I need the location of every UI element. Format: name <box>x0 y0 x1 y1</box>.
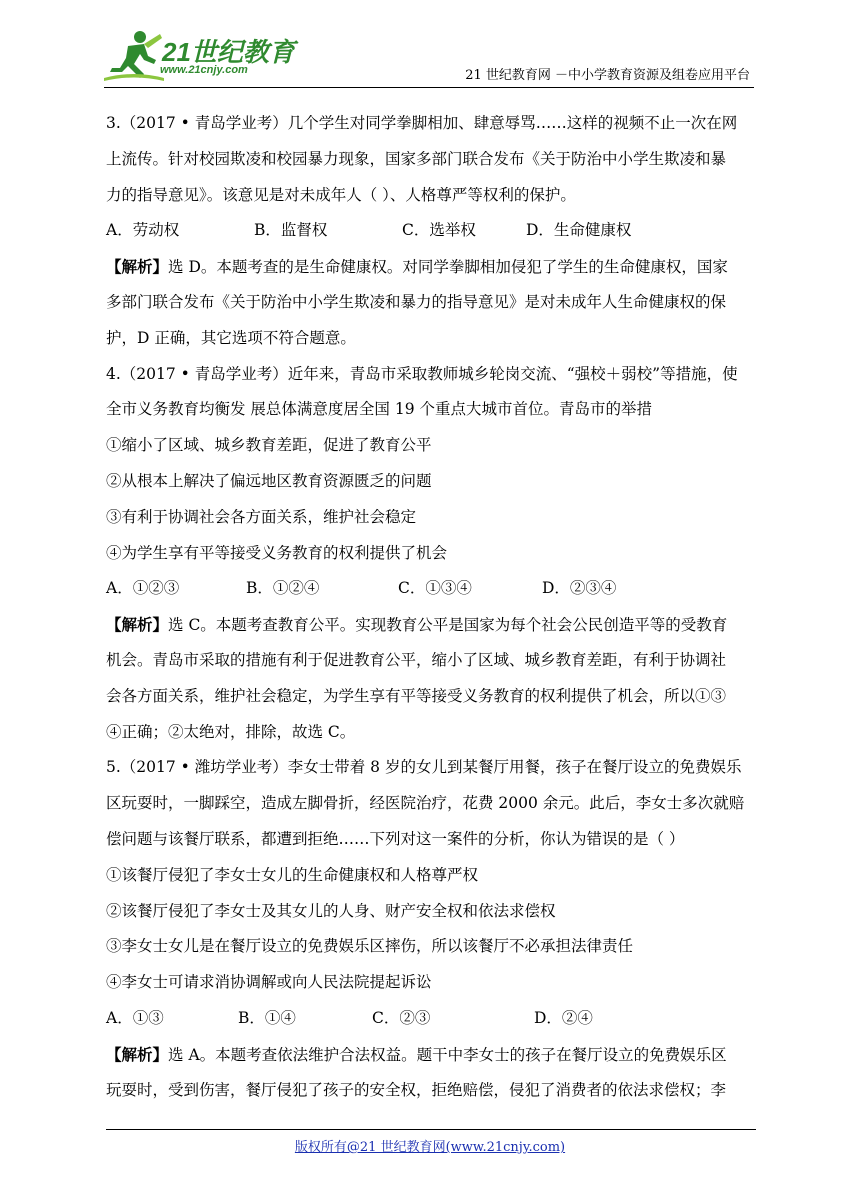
option-a: A．①③ <box>106 1008 164 1027</box>
header-divider <box>104 87 754 88</box>
question-line: 3.（2017 • 青岛学业考）几个学生对同学拳脚相加、肆意辱骂……这样的视频不止一次在网 <box>106 114 738 132</box>
site-logo <box>104 28 294 82</box>
page-header <box>104 28 756 86</box>
option-b: B．①④ <box>238 1008 296 1027</box>
site-title: 21 世纪教育网 －中小学教育资源及组卷应用平台 <box>465 68 750 83</box>
statement-4: ④李女士可请求消协调解或向人民法院提起诉讼 <box>106 973 432 992</box>
answer-options <box>106 1001 756 1037</box>
question-5 <box>106 750 756 1108</box>
analysis-text: 选 D。本题考查的是生命健康权。对同学拳脚相加侵犯了学生的生命健康权，国家 <box>168 258 728 277</box>
analysis-line: 机会。青岛市采取的措施有利于促进教育公平，缩小了区域、城乡教育差距，有利于协调社 <box>106 650 727 669</box>
question-line: 4.（2017 • 青岛学业考）近年来，青岛市采取教师城乡轮岗交流、“强校＋弱校”等措施，使 <box>106 364 738 383</box>
logo-url: www.21cnjy.com <box>160 64 248 76</box>
statement-1: ①缩小了区域、城乡教育差距，促进了教育公平 <box>106 436 432 455</box>
option-a: A．①②③ <box>106 579 180 598</box>
question-line: 上流传。针对校园欺凌和校园暴力现象，国家多部门联合发布《关于防治中小学生欺凌和暴 <box>106 149 727 168</box>
option-b: B．①②④ <box>246 579 320 598</box>
document-body <box>106 106 756 1108</box>
statement-3: ③李女士女儿是在餐厅设立的免费娱乐区摔伤，所以该餐厅不必承担法律责任 <box>106 937 634 956</box>
statement-2: ②该餐厅侵犯了李女士及其女儿的人身、财产安全权和依法求偿权 <box>106 901 556 920</box>
answer-options <box>106 213 756 249</box>
question-line: 力的指导意见》。该意见是对未成年人（ ）、人格尊严等权利的保护。 <box>106 185 576 204</box>
option-c: C．②③ <box>372 1008 431 1027</box>
option-d: D．②④ <box>534 1008 593 1027</box>
statement-1: ①该餐厅侵犯了李女士女儿的生命健康权和人格尊严权 <box>106 865 479 884</box>
question-4 <box>106 357 756 751</box>
analysis-line: 会各方面关系，维护社会稳定，为学生享有平等接受义务教育的权利提供了机会，所以①③ <box>106 686 727 705</box>
question-line: 区玩耍时，一脚踩空，造成左脚骨折，经医院治疗，花费 2000 余元。此后，李女士多次就赔 <box>106 794 745 813</box>
statement-2: ②从根本上解决了偏远地区教育资源匮乏的问题 <box>106 471 432 490</box>
statement-4: ④为学生享有平等接受义务教育的权利提供了机会 <box>106 543 448 562</box>
option-c: C．①③④ <box>398 579 472 598</box>
analysis-line <box>106 1037 756 1073</box>
question-line: 5.（2017 • 潍坊学业考）李女士带着 8 岁的女儿到某餐厅用餐，孩子在餐厅设立的免费娱乐 <box>106 758 742 777</box>
analysis-line: ④正确；②太绝对，排除，故选 C。 <box>106 722 356 741</box>
option-a: A．劳动权 <box>106 221 180 240</box>
question-line: 偿问题与该餐厅联系，都遭到拒绝……下列对这一案件的分析，你认为错误的是（ ） <box>106 829 685 848</box>
analysis-line: 玩耍时，受到伤害，餐厅侵犯了孩子的安全权，拒绝赔偿，侵犯了消费者的依法求偿权；李 <box>106 1080 727 1099</box>
analysis-label: 【解析】 <box>106 257 169 277</box>
analysis-line: 护，D 正确，其它选项不符合题意。 <box>106 328 356 347</box>
option-d: D．②③④ <box>542 579 617 598</box>
analysis-line: 多部门联合发布《关于防治中小学生欺凌和暴力的指导意见》是对未成年人生命健康权的保 <box>106 292 727 311</box>
option-c: C．选举权 <box>402 221 476 240</box>
answer-options <box>106 571 756 607</box>
footer-divider <box>106 1129 756 1130</box>
runner-logo-icon <box>104 28 164 82</box>
analysis-line <box>106 607 756 643</box>
option-d: D．生命健康权 <box>526 221 632 240</box>
analysis-line <box>106 249 756 285</box>
statement-3: ③有利于协调社会各方面关系，维护社会稳定 <box>106 507 417 526</box>
question-3 <box>106 106 756 357</box>
logo-text: 21世纪教育 <box>162 37 295 67</box>
footer-copyright-link[interactable]: 版权所有@21 世纪教育网(www.21cnjy.com) <box>294 1140 566 1155</box>
analysis-text: 选 C。本题考查教育公平。实现教育公平是国家为每个社会公民创造平等的受教育 <box>168 616 728 635</box>
option-b: B．监督权 <box>254 221 328 240</box>
question-line: 全市义务教育均衡发 展总体满意度居全国 19 个重点大城市首位。青岛市的举措 <box>106 400 653 419</box>
analysis-label: 【解析】 <box>106 1044 169 1064</box>
analysis-label: 【解析】 <box>106 615 169 635</box>
analysis-text: 选 A。本题考查依法维护合法权益。题干中李女士的孩子在餐厅设立的免费娱乐区 <box>168 1045 727 1064</box>
